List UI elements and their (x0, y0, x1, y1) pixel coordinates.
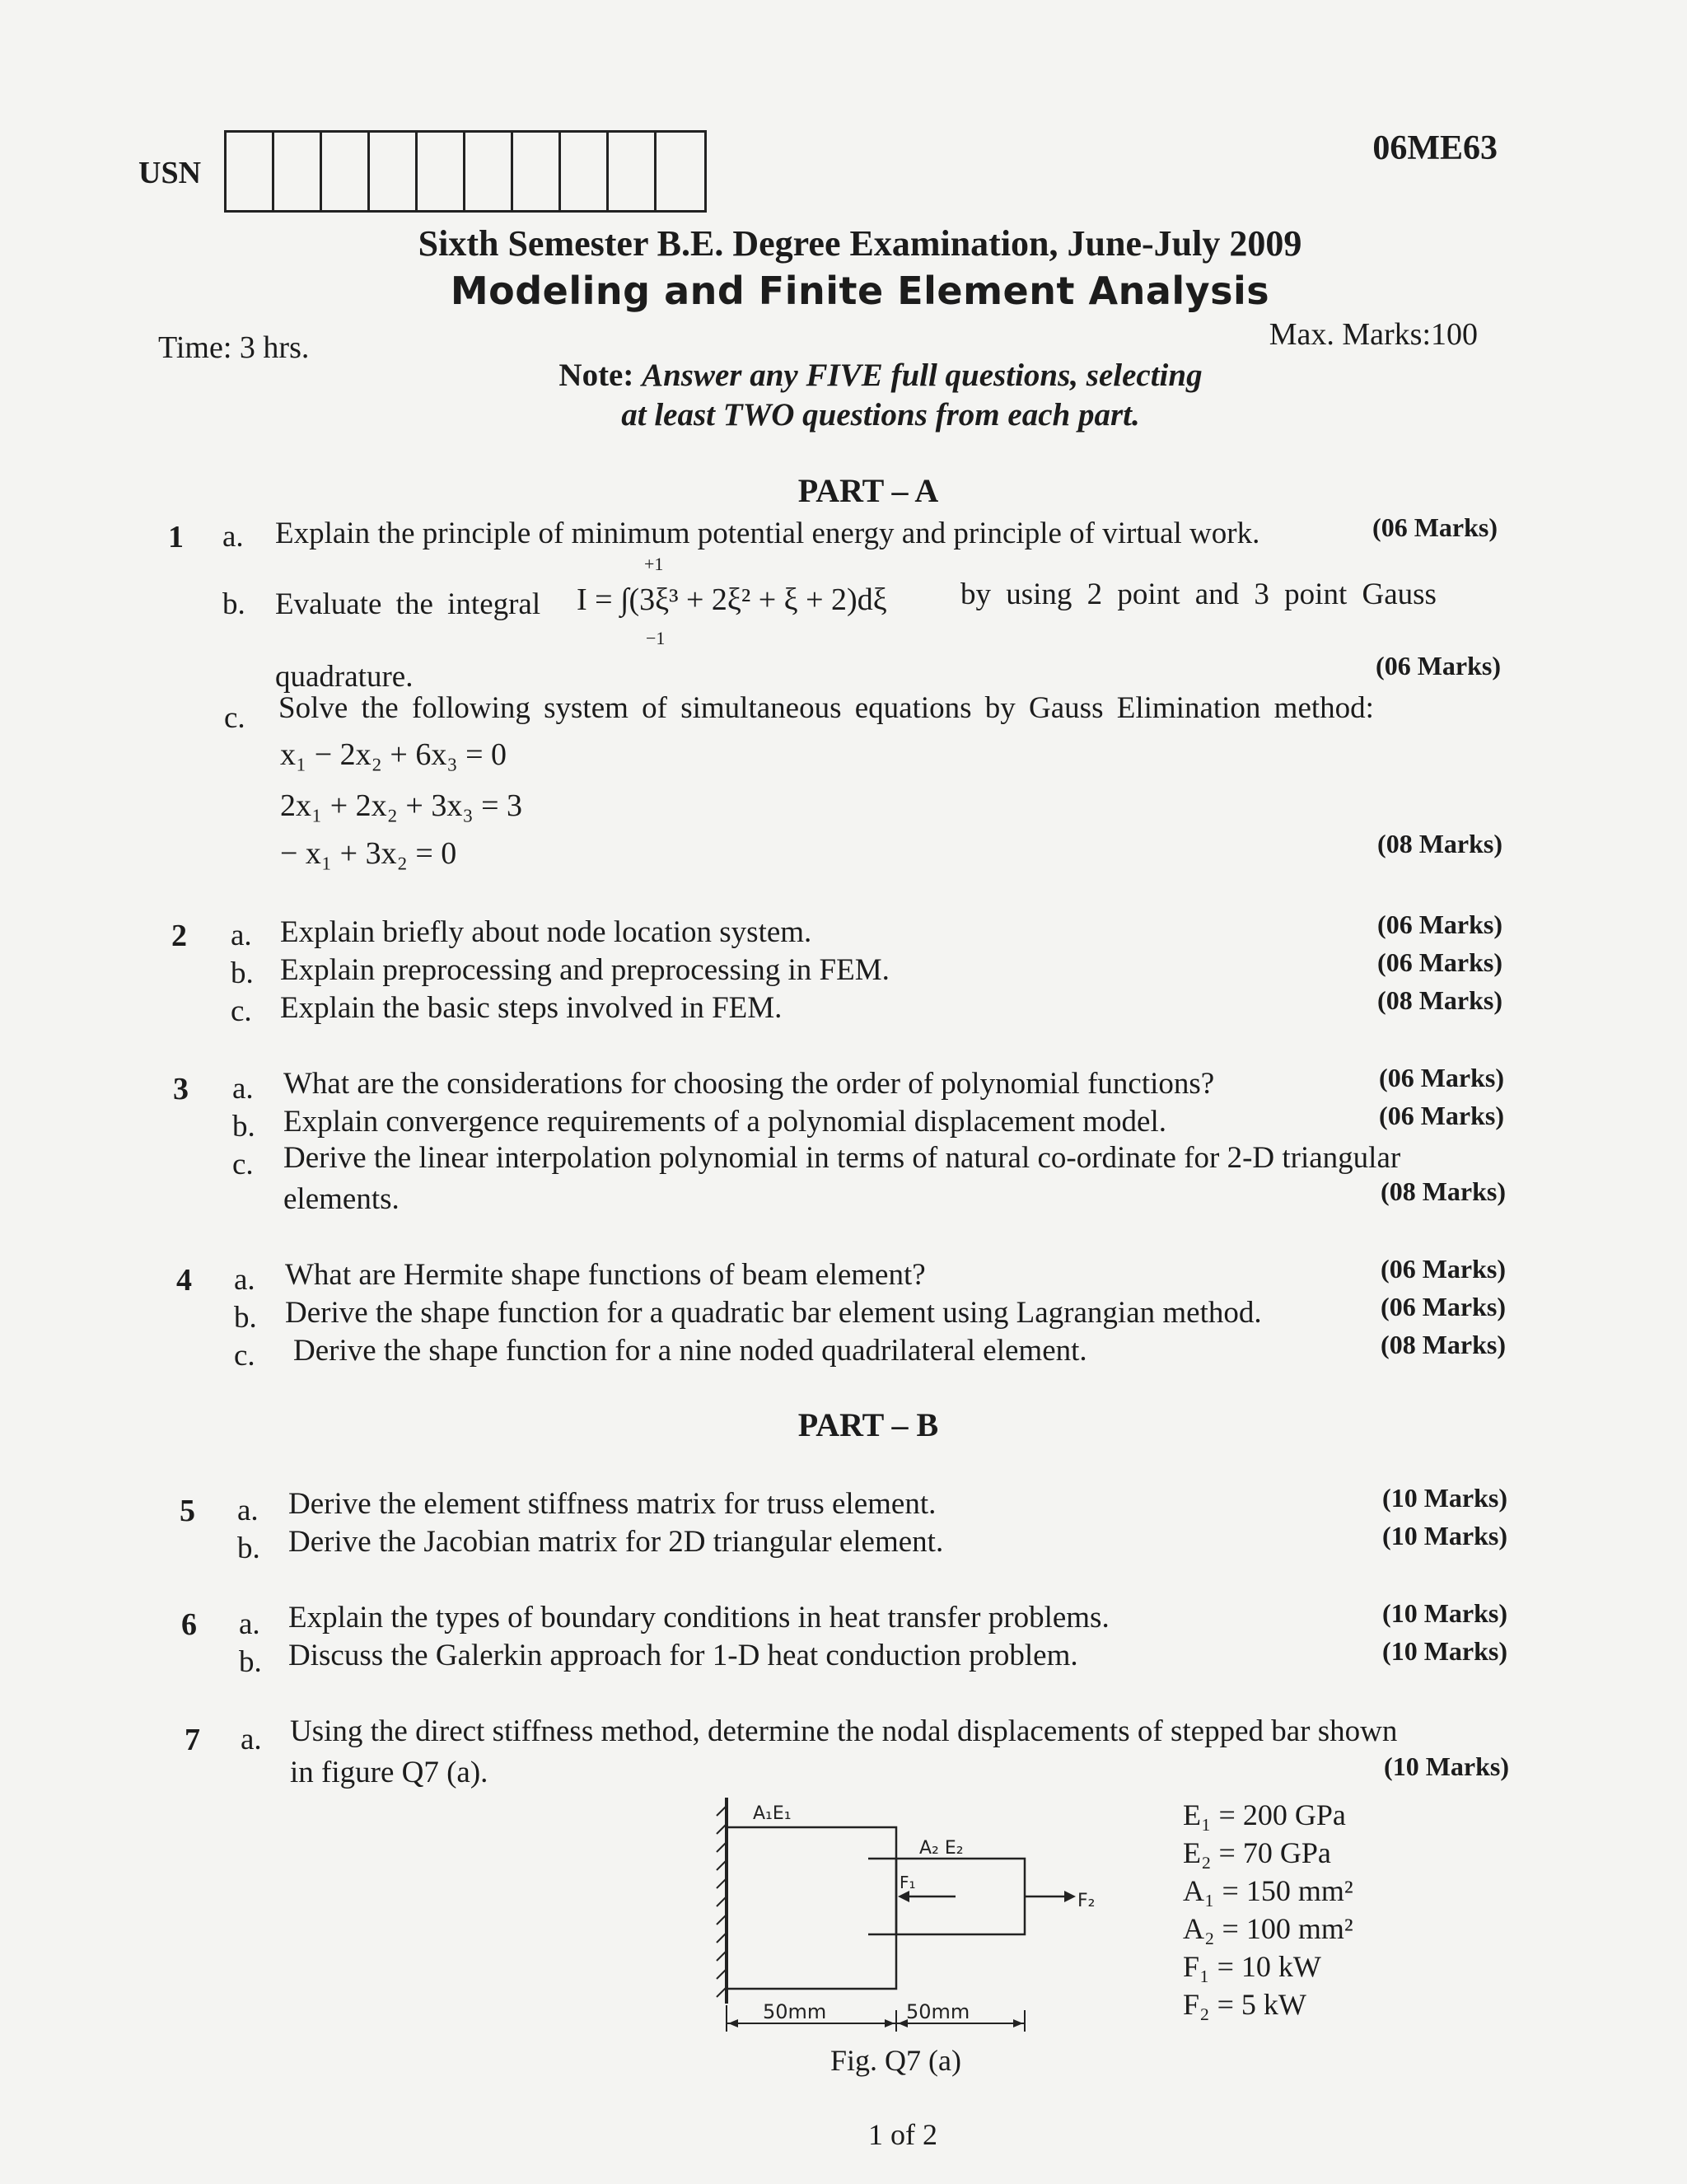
question-number: 2 (171, 919, 187, 953)
exam-title: Sixth Semester B.E. Degree Examination, June-July 2009 (418, 223, 1302, 264)
given-f1: F₁ = 10 kW (1183, 1950, 1321, 1983)
marks: (06 Marks) (1377, 910, 1502, 939)
sub-label: a. (237, 1494, 259, 1527)
question-text: Explain the types of boundary conditions in heat transfer problems. (288, 1601, 1110, 1634)
dimension-1: 50mm (763, 2000, 827, 2023)
equation-1: x₁ − 2x₂ + 6x₃ = 0 (280, 737, 507, 772)
marks: (08 Marks) (1377, 829, 1502, 858)
usn-box[interactable] (418, 133, 465, 210)
dimension-2: 50mm (906, 2000, 970, 2023)
marks: (10 Marks) (1382, 1483, 1507, 1513)
f2-arrowhead (1064, 1891, 1076, 1902)
usn-box[interactable] (274, 133, 322, 210)
question-text: What are the considerations for choosing the order of polynomial functions? (283, 1067, 1215, 1101)
equation-3: − x₁ + 3x₂ = 0 (280, 836, 457, 871)
question-text: elements. (283, 1182, 400, 1216)
stepped-bar-figure (700, 1788, 1129, 2043)
question-text: Evaluate the integral (275, 587, 541, 621)
marks: (06 Marks) (1379, 1063, 1504, 1092)
subject-title: Modeling and Finite Element Analysis (450, 269, 1270, 313)
max-marks: Max. Marks:100 (1269, 317, 1478, 352)
note-line-2: at least TWO questions from each part. (621, 397, 1140, 433)
question-number: 4 (176, 1263, 192, 1298)
given-a2: A₂ = 100 mm² (1183, 1912, 1353, 1945)
label-f2: F₂ (1077, 1891, 1096, 1911)
usn-label: USN (138, 156, 202, 190)
page-number: 1 of 2 (868, 2118, 937, 2151)
marks: (08 Marks) (1381, 1176, 1506, 1206)
question-text: What are Hermite shape functions of beam element? (285, 1258, 926, 1292)
sub-label: c. (224, 701, 245, 735)
question-text: Derive the Jacobian matrix for 2D triangular element. (288, 1525, 944, 1559)
usn-box[interactable] (322, 133, 370, 210)
dim-arrowhead (1013, 2019, 1023, 2027)
question-text: Explain preprocessing and preprocessing in FEM. (280, 953, 890, 987)
sub-label: a. (234, 1263, 255, 1297)
question-number: 6 (181, 1607, 197, 1642)
integral-expression: I = ∫(3ξ³ + 2ξ² + ξ + 2)dξ (577, 582, 887, 617)
marks: (06 Marks) (1376, 651, 1501, 680)
usn-box[interactable] (227, 133, 274, 210)
sub-label: b. (237, 1532, 260, 1565)
marks: (10 Marks) (1382, 1521, 1507, 1550)
marks: (10 Marks) (1382, 1598, 1507, 1628)
sub-label: c. (234, 1339, 255, 1373)
usn-box[interactable] (561, 133, 609, 210)
time-allowed: Time: 3 hrs. (158, 330, 310, 365)
marks: (08 Marks) (1381, 1330, 1506, 1359)
sub-label: b. (232, 1110, 255, 1143)
marks: (06 Marks) (1372, 512, 1498, 542)
marks: (06 Marks) (1381, 1292, 1506, 1321)
integral-lower-limit: −1 (646, 628, 666, 648)
question-text: Derive the linear interpolation polynomial in terms of natural co-ordinate for 2-D triangular (283, 1141, 1401, 1175)
sub-label: a. (222, 520, 244, 554)
given-data (1183, 1796, 1353, 2023)
integral-upper-limit: +1 (644, 554, 664, 574)
equation-2: 2x₁ + 2x₂ + 3x₃ = 3 (280, 788, 523, 823)
sub-label: a. (241, 1723, 262, 1756)
sub-label: a. (231, 919, 252, 952)
question-number: 7 (185, 1723, 200, 1757)
label-a2e2: A₂ E₂ (919, 1838, 964, 1859)
usn-box[interactable] (370, 133, 418, 210)
sub-label: b. (222, 587, 245, 621)
usn-entry-boxes[interactable] (224, 130, 707, 213)
bar-section-1 (727, 1827, 896, 1989)
question-text: Explain convergence requirements of a polynomial displacement model. (283, 1105, 1166, 1139)
sub-label: a. (239, 1607, 260, 1641)
usn-box[interactable] (465, 133, 513, 210)
note-line-1: Answer any FIVE full questions, selecting (642, 358, 1203, 393)
question-text: Derive the shape function for a nine noded quadrilateral element. (293, 1334, 1087, 1368)
marks: (06 Marks) (1377, 947, 1502, 977)
sub-label: b. (231, 956, 254, 990)
sub-label: b. (239, 1645, 262, 1679)
usn-box[interactable] (657, 133, 704, 210)
sub-label: a. (232, 1072, 254, 1106)
marks: (06 Marks) (1381, 1254, 1506, 1284)
question-text: Discuss the Galerkin approach for 1-D heat conduction problem. (288, 1639, 1078, 1672)
question-number: 1 (168, 520, 184, 554)
usn-box[interactable] (609, 133, 657, 210)
instructions-note (0, 356, 1687, 435)
question-text: quadrature. (275, 660, 414, 694)
paper-code: 06ME63 (1372, 129, 1498, 167)
label-a1e1: A₁E₁ (753, 1803, 792, 1824)
sub-label: c. (231, 994, 252, 1028)
given-e1: E₁ = 200 GPa (1183, 1798, 1346, 1831)
given-a1: A₁ = 150 mm² (1183, 1874, 1353, 1907)
figure-caption: Fig. Q7 (a) (830, 2044, 961, 2077)
given-e2: E₂ = 70 GPa (1183, 1836, 1331, 1869)
usn-box[interactable] (513, 133, 561, 210)
question-text: Explain briefly about node location system. (280, 915, 812, 949)
given-f2: F₂ = 5 kW (1183, 1988, 1306, 2021)
question-number: 5 (180, 1494, 195, 1528)
note-label: Note: (558, 358, 634, 393)
f1-arrowhead (898, 1891, 909, 1902)
marks: (10 Marks) (1382, 1636, 1507, 1666)
marks: (06 Marks) (1379, 1101, 1504, 1130)
dim-arrowhead (728, 2019, 738, 2027)
question-text: by using 2 point and 3 point Gauss (960, 578, 1437, 611)
question-text: in figure Q7 (a). (290, 1756, 488, 1789)
label-f1: F₁ (900, 1873, 916, 1892)
sub-label: c. (232, 1148, 254, 1181)
question-text: Solve the following system of simultaneous equations by Gauss Elimination method: (278, 691, 1374, 725)
question-text: Using the direct stiffness method, determine the nodal displacements of stepped bar shown (290, 1714, 1398, 1748)
part-a-heading: PART – A (797, 472, 939, 509)
part-b-heading: PART – B (797, 1406, 939, 1443)
marks: (08 Marks) (1377, 985, 1502, 1015)
question-text: Explain the principle of minimum potential energy and principle of virtual work. (275, 517, 1260, 550)
sub-label: b. (234, 1301, 257, 1335)
question-text: Derive the shape function for a quadratic bar element using Lagrangian method. (285, 1296, 1262, 1330)
question-text: Explain the basic steps involved in FEM. (280, 991, 783, 1025)
question-text: Derive the element stiffness matrix for truss element. (288, 1487, 937, 1521)
marks: (10 Marks) (1384, 1751, 1509, 1781)
question-number: 3 (173, 1072, 189, 1106)
dim-arrowhead (885, 2019, 895, 2027)
